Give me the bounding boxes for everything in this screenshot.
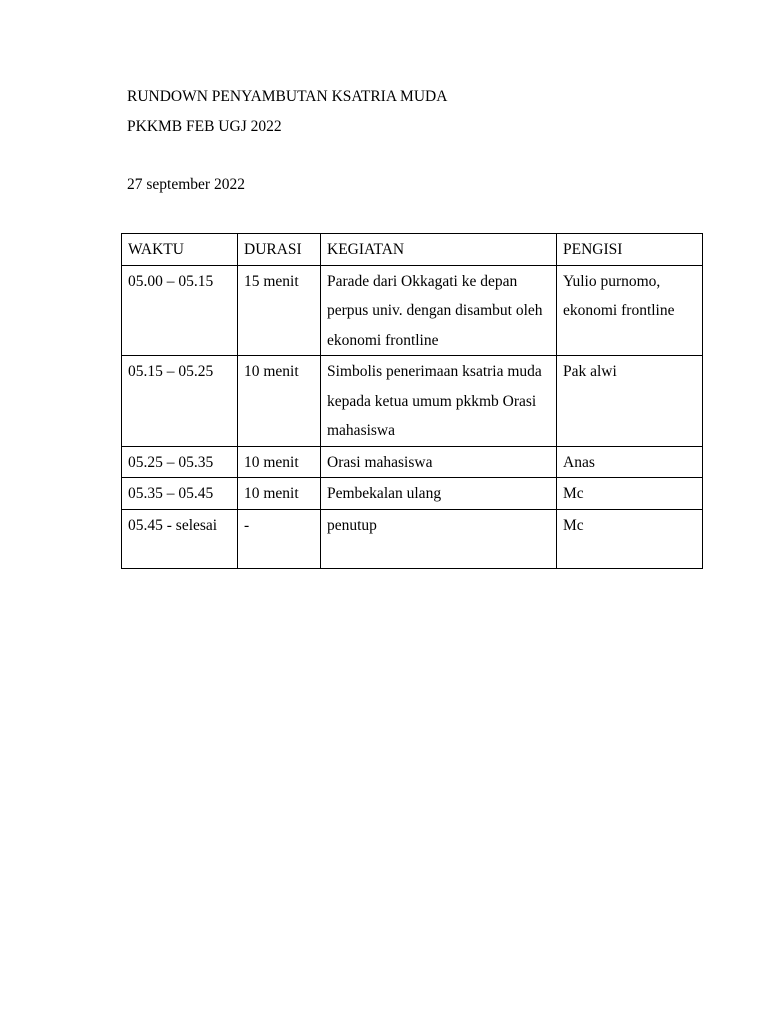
cell-waktu: 05.15 – 05.25: [122, 356, 238, 447]
header-kegiatan: KEGIATAN: [321, 234, 557, 266]
header-waktu: WAKTU: [122, 234, 238, 266]
cell-durasi: 10 menit: [238, 356, 321, 447]
cell-kegiatan: Pembekalan ulang: [321, 478, 557, 510]
cell-pengisi: Mc: [557, 478, 703, 510]
cell-kegiatan: Simbolis penerimaan ksatria muda kepada ketua umum pkkmb Orasi mahasiswa: [321, 356, 557, 447]
cell-kegiatan: Orasi mahasiswa: [321, 446, 557, 478]
table-row: [122, 446, 703, 478]
document-subtitle: PKKMB FEB UGJ 2022: [127, 118, 282, 135]
cell-kegiatan: Parade dari Okkagati ke depan perpus univ. dengan disambut oleh ekonomi frontline: [321, 265, 557, 356]
cell-waktu: 05.00 – 05.15: [122, 265, 238, 356]
document-date: 27 september 2022: [127, 176, 245, 193]
header-durasi: DURASI: [238, 234, 321, 266]
document-title: RUNDOWN PENYAMBUTAN KSATRIA MUDA: [127, 88, 448, 105]
table-row: [122, 356, 703, 447]
table-row: [122, 509, 703, 568]
cell-waktu: 05.45 - selesai: [122, 509, 238, 568]
table-row: [122, 265, 703, 356]
header-pengisi: PENGISI: [557, 234, 703, 266]
cell-pengisi: Mc: [557, 509, 703, 568]
cell-pengisi: Anas: [557, 446, 703, 478]
cell-waktu: 05.35 – 05.45: [122, 478, 238, 510]
cell-pengisi: Pak alwi: [557, 356, 703, 447]
cell-kegiatan: penutup: [321, 509, 557, 568]
cell-durasi: 15 menit: [238, 265, 321, 356]
cell-pengisi: Yulio purnomo, ekonomi frontline: [557, 265, 703, 356]
cell-waktu: 05.25 – 05.35: [122, 446, 238, 478]
table-row: [122, 478, 703, 510]
cell-durasi: 10 menit: [238, 478, 321, 510]
rundown-table: [121, 233, 703, 569]
cell-durasi: -: [238, 509, 321, 568]
table-header-row: [122, 234, 703, 266]
cell-durasi: 10 menit: [238, 446, 321, 478]
